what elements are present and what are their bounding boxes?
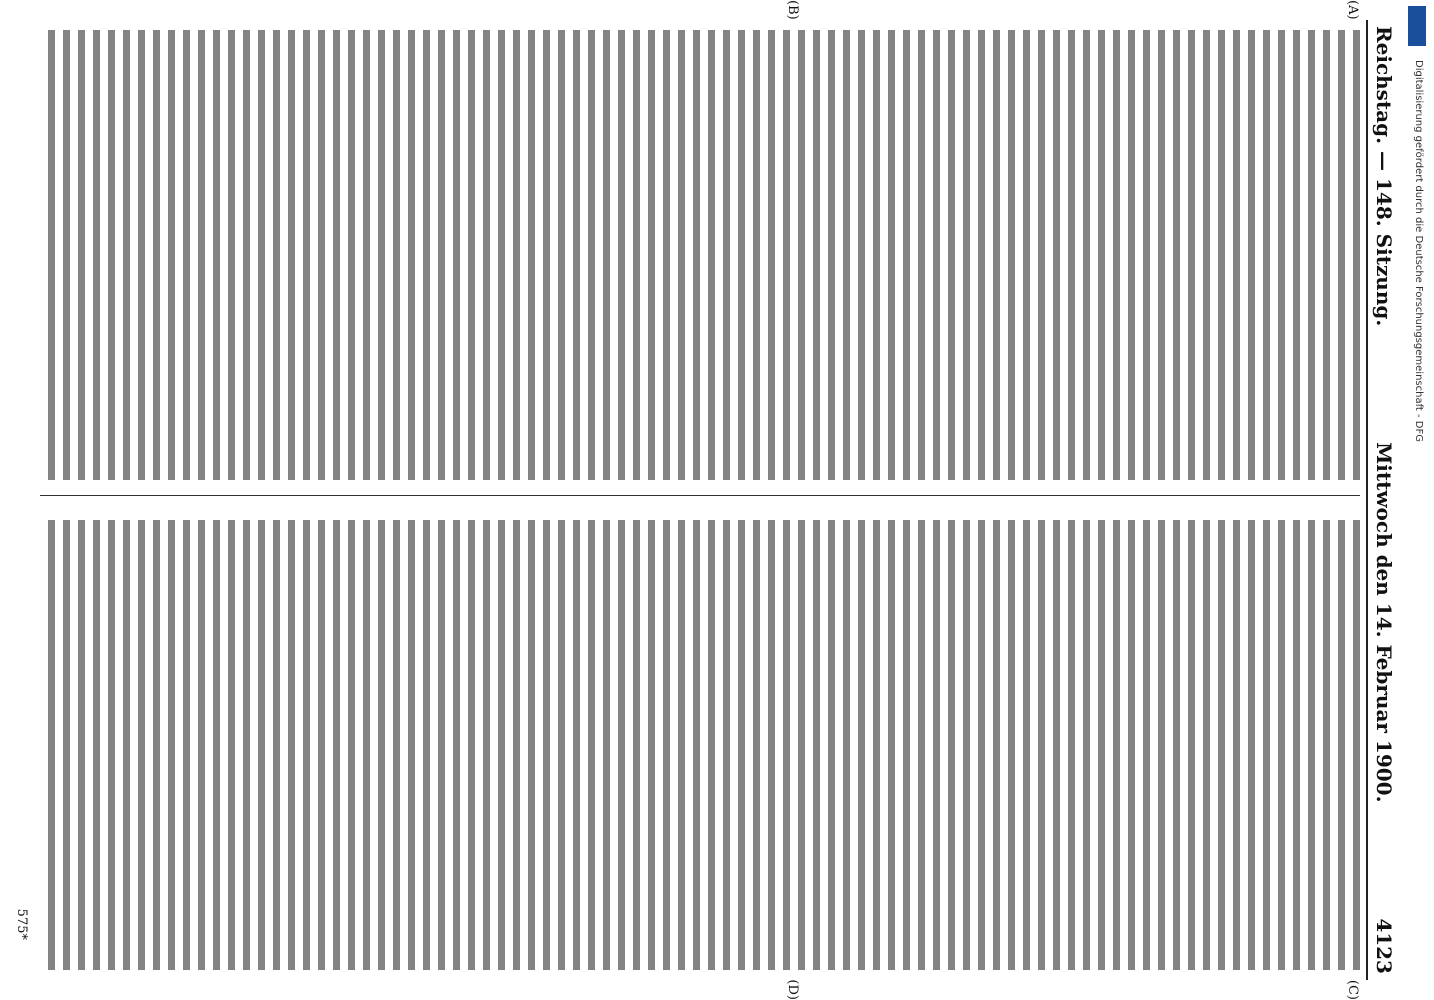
dfg-logo (1408, 6, 1426, 46)
margin-letter-a: (A) (1345, 0, 1360, 20)
attribution-text: Digitalisierung gefördert durch die Deutsche Forschungsgemeinschaft - DFG (1413, 60, 1424, 443)
page-number: 4123 (1372, 918, 1396, 974)
footer-page-marker: 575* (14, 908, 29, 940)
header-center: Mittwoch den 14. Februar 1900. (1372, 442, 1396, 803)
page-header (1366, 20, 1400, 980)
column-divider (40, 495, 1360, 496)
attribution-strip (1400, 0, 1434, 1000)
rotated-page-content (14, 0, 1400, 1000)
header-left: Reichstag. — 148. Sitzung. (1372, 26, 1396, 327)
margin-letter-c: (C) (1345, 979, 1360, 1000)
right-column (14, 510, 1360, 1000)
right-column-text (40, 520, 1360, 970)
margin-letter-d: (D) (785, 979, 800, 1000)
left-column-text (40, 30, 1360, 480)
margin-letter-b: (B) (785, 0, 800, 20)
left-column (40, 0, 1360, 490)
